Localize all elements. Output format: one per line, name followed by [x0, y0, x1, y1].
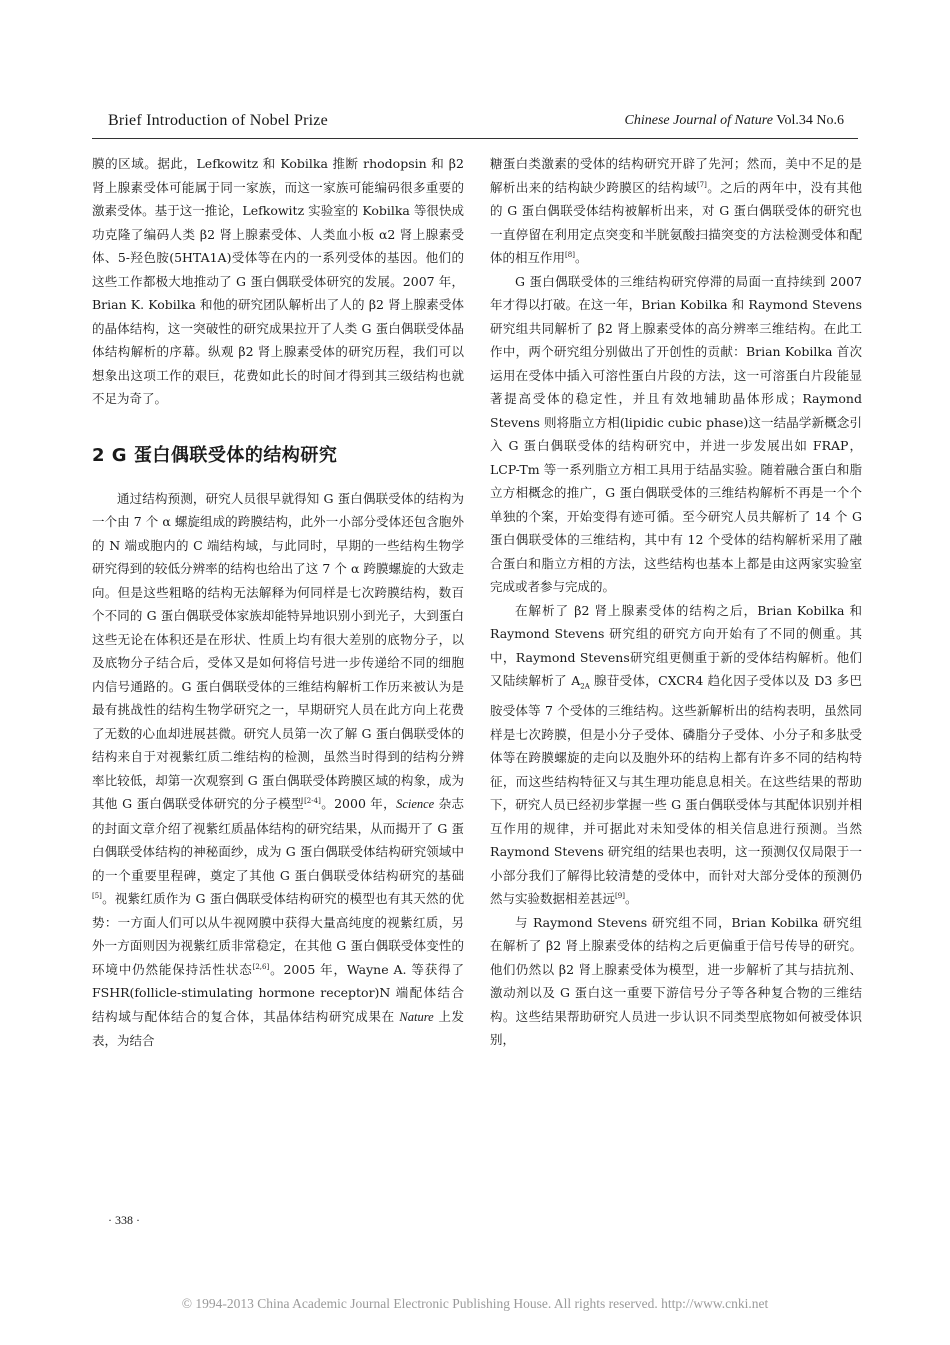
copyright-footer: © 1994-2013 China Academic Journal Electronic Publishing House. All rights reserved. http://www.cnki.net [181, 1296, 769, 1311]
reference-marker: [7] [696, 180, 707, 189]
paragraph: 与 Raymond Stevens 研究组不同，Brian Kobilka 研究组在解析了 β2 肾上腺素受体的结构之后更偏重于信号传导的研究。他们仍然以 β2 肾上腺素受体为模型，进一步解析了其与拮抗剂、激动剂以及 G 蛋白这一重要下游信号分子等各种复合物的三维结构。这些结果帮助研究人员进一步认识不同类型底物如何被受体识别， [490, 914, 862, 1047]
journal-name: Chinese Journal of Nature [624, 113, 773, 128]
text-run: 。之后的两年中，没有其他的 G 蛋白偶联受体结构被解析出来，对 G 蛋白偶联受体的研究也一直停留在利用定点突变和半胱氨酸扫描突变的方法检测受体和配体的相互作用 [490, 179, 862, 265]
subscript: 2A [580, 682, 590, 691]
paragraph [490, 599, 862, 911]
reference-marker: [5] [92, 891, 102, 900]
text-run: 。视紫红质作为 G 蛋白偶联受体结构研究的模型也有其天然的优势：一方面人们可以从牛视网膜中获得大量高纯度的视紫红质，另外一方面则因为视紫红质非常稳定，在其他 G 蛋白偶联受体变性的环境中仍然能保持活性状态 [92, 891, 464, 977]
text-run: 。2000 年， [320, 796, 397, 811]
left-column [92, 152, 464, 1053]
text-run: 。2005 年，Wayne A. 等获得了 FSHR(follicle-stimulating hormone receptor)N 端配体结合结构域与配体结合的复合体，其晶体结构研究成果在 [92, 961, 464, 1024]
running-header-journal [625, 113, 844, 129]
reference-marker: [9] [615, 891, 625, 900]
text-run: 杂志的封面文章介绍了视紫红质晶体结构的研究结果，从而揭开了 G 蛋白偶联受体结构的神秘面纱，成为 G 蛋白偶联受体结构研究领域中的一个重要里程碑，奠定了其他 G 蛋白偶联受体结构研究的基础 [92, 796, 464, 883]
journal-volume: Vol.34 No.6 [776, 113, 844, 128]
reference-marker: [8] [565, 250, 575, 259]
paragraph [92, 487, 464, 1053]
paragraph [490, 152, 862, 270]
journal-citation: Nature [399, 1009, 434, 1024]
header-divider [92, 138, 858, 139]
text-run: 在解析了 β2 肾上腺素受体的结构之后，Brian Kobilka 和 Raymond Stevens 研究组的研究方向开始有了不同的侧重。其中，Raymond Stevens研究组更侧重于新的受体结构解析。他们又陆续解析了 A [490, 602, 862, 688]
text-run: 糖蛋白类激素的受体的结构研究开辟了先河；然而，美中不足的是解析出来的结构缺少跨膜区的结构域 [490, 156, 862, 195]
text-run: 腺苷受体，CXCR4 趋化因子受体以及 D3 多巴胺受体等 7 个受体的三维结构。这些新解析出的结构表明，虽然同样是七次跨膜，但是小分子受体、磷脂分子受体、小分子和多肽受体等在跨膜螺旋的走向以及胞外环的结构上都有许多不同的结构特征，而这些结构特征又与其生理功能息息相关。在这些结果的帮助下，研究人员已经初步掌握一些 G 蛋白偶联受体与其配体识别并相互作用的规律，并可据此对未知受体的相关信息进行预测。当然 Raymond Stevens 研究组的结果也表明，这一预测仅仅局限于一小部分我们了解得比较清楚的受体中，而针对大部分受体的预测仍然与实验数据相差甚远 [490, 673, 862, 906]
section-heading: 2 G 蛋白偶联受体的结构研究 [92, 444, 338, 466]
page-number: · 338 · [108, 1213, 140, 1227]
running-header-title: Brief Introduction of Nobel Prize [108, 112, 328, 129]
reference-marker: [2-4] [304, 796, 321, 805]
text-run: 通过结构预测，研究人员很早就得知 G 蛋白偶联受体的结构为一个由 7 个 α 螺旋组成的跨膜结构，此外一小部分受体还包含胞外的 N 端或胞内的 C 端结构域，与此同时，早期的一些结构生物学研究得到的较低分辨率的结构也给出了这 7 个 α 跨膜螺旋的大致走向。但是这些粗略的结构无法解释为何同样是七次跨膜结构，数百个不同的 G 蛋白偶联受体家族却能特异地识别小到光子，大到蛋白这些无论在体积还是在形状、性质上均有很大差别的底物分子，以及底物分子结合后，受体又是如何将信号进一步传递给不同的细胞内信号通路的。G 蛋白偶联受体的三维结构解析工作历来被认为是最有挑战性的结构生物学研究之一，早期研究人员在此方向上花费了无数的心血却进展甚微。研究人员第一次了解 G 蛋白偶联受体的结构来自于对视紫红质二维结构的检测，虽然当时得到的结构分辨率比较低，却第一次观察到 G 蛋白偶联受体跨膜区域的构象，成为其他 G 蛋白偶联受体研究的分子模型 [92, 490, 464, 811]
text-run: 。 [574, 250, 588, 265]
journal-citation: Science [396, 797, 435, 811]
text-run: 。 [624, 891, 638, 906]
text-run: 上发表，为结合 [92, 1008, 464, 1048]
paragraph: 膜的区域。据此，Lefkowitz 和 Kobilka 推断 rhodopsin 和 β2 肾上腺素受体可能属于同一家族，而这一家族可能编码很多重要的激素受体。基于这一推论，Lefkowitz 实验室的 Kobilka 等很快成功克隆了编码人类 β2 肾上腺素受体、人类血小板 α2 肾上腺素受体、5-羟色胺(5HTA1A)受体等在内的一系列受体的基因。他们的这些工作都极大地推动了 G 蛋白偶联受体研究的发展。2007 年，Brian K. Kobilka 和他的研究团队解析出了人的 β2 肾上腺素受体的晶体结构，这一突破性的研究成果拉开了人类 G 蛋白偶联受体晶体结构解析的序幕。纵观 β2 肾上腺素受体的研究历程，我们可以想象出这项工作的艰巨，花费如此长的时间才得到其三级结构也就不足为奇了。 [92, 156, 464, 406]
reference-marker: [2,6] [252, 962, 270, 971]
right-column [490, 152, 862, 1052]
paragraph: G 蛋白偶联受体的三维结构研究停滞的局面一直持续到 2007 年才得以打破。在这一年，Brian Kobilka 和 Raymond Stevens 研究组共同解析了 β2 肾上腺素受体的高分辨率三维结构。在此工作中，两个研究组分别做出了开创性的贡献：Brian Kobilka 首次运用在受体中插入可溶性蛋白片段的方法，这一可溶蛋白片段能显著提高受体的稳定性，并且有效地辅助晶体形成；Raymond Stevens 则将脂立方相(lipidic cubic phase)这一结晶学新概念引入 G 蛋白偶联受体的结构研究中，并进一步发展出如 FRAP，LCP-Tm 等一系列脂立方相工具用于结晶实验。随着融合蛋白和脂立方相概念的推广，G 蛋白偶联受体的三维结构解析不再是一个个单独的个案，开始变得有迹可循。至今研究人员共解析了 14 个 G 蛋白偶联受体的三维结构，其中有 12 个受体的结构解析采用了融合蛋白和脂立方相的方法，这些结构也基本上都是由这两家实验室完成或者参与完成的。 [490, 273, 862, 594]
